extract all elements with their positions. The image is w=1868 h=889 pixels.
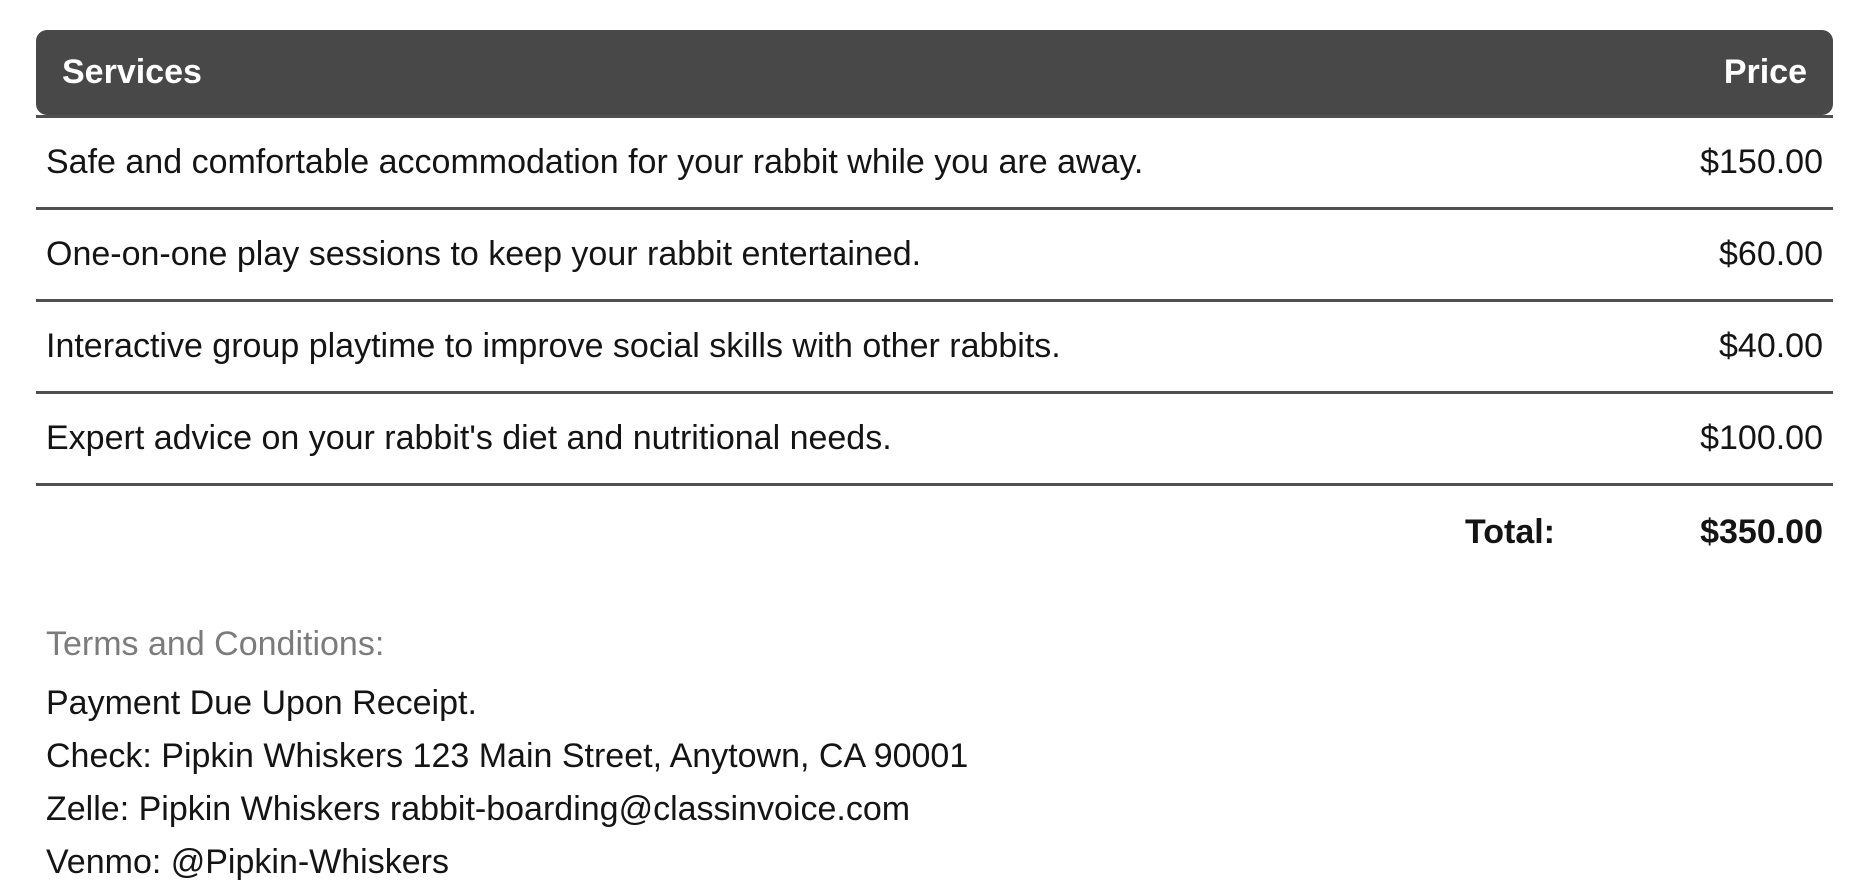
total-label: Total: [1464, 513, 1555, 551]
service-cell: One-on-one play sessions to keep your rabbit entertained. [36, 210, 1603, 302]
terms-line: Zelle: Pipkin Whiskers rabbit-boarding@classinvoice.com [46, 790, 911, 828]
total-row [36, 486, 1833, 576]
services-table [36, 30, 1833, 576]
price-cell: $100.00 [1603, 394, 1833, 486]
column-header-services: Services [36, 30, 1603, 115]
column-header-price: Price [1603, 30, 1833, 115]
total-value: $350.00 [1700, 513, 1823, 551]
service-cell: Expert advice on your rabbit's diet and nutritional needs. [36, 394, 1603, 486]
table-row [36, 115, 1833, 210]
table-row [36, 210, 1833, 302]
price-cell: $150.00 [1603, 115, 1833, 210]
table-header [36, 30, 1833, 115]
service-cell: Safe and comfortable accommodation for your rabbit while you are away. [36, 115, 1603, 210]
service-cell: Interactive group playtime to improve social skills with other rabbits. [36, 302, 1603, 394]
table-row [36, 302, 1833, 394]
terms-line: Check: Pipkin Whiskers 123 Main Street, Anytown, CA 90001 [46, 737, 969, 775]
terms-title: Terms and Conditions: [46, 625, 385, 663]
terms-section [46, 618, 1833, 889]
price-cell: $60.00 [1603, 210, 1833, 302]
table-rows [36, 115, 1833, 486]
terms-lines [46, 677, 1833, 889]
table-header-row [36, 30, 1833, 115]
total-section [36, 486, 1833, 576]
price-cell: $40.00 [1603, 302, 1833, 394]
terms-line: Venmo: @Pipkin-Whiskers [46, 843, 449, 881]
terms-line: Payment Due Upon Receipt. [46, 684, 477, 722]
table-row [36, 394, 1833, 486]
